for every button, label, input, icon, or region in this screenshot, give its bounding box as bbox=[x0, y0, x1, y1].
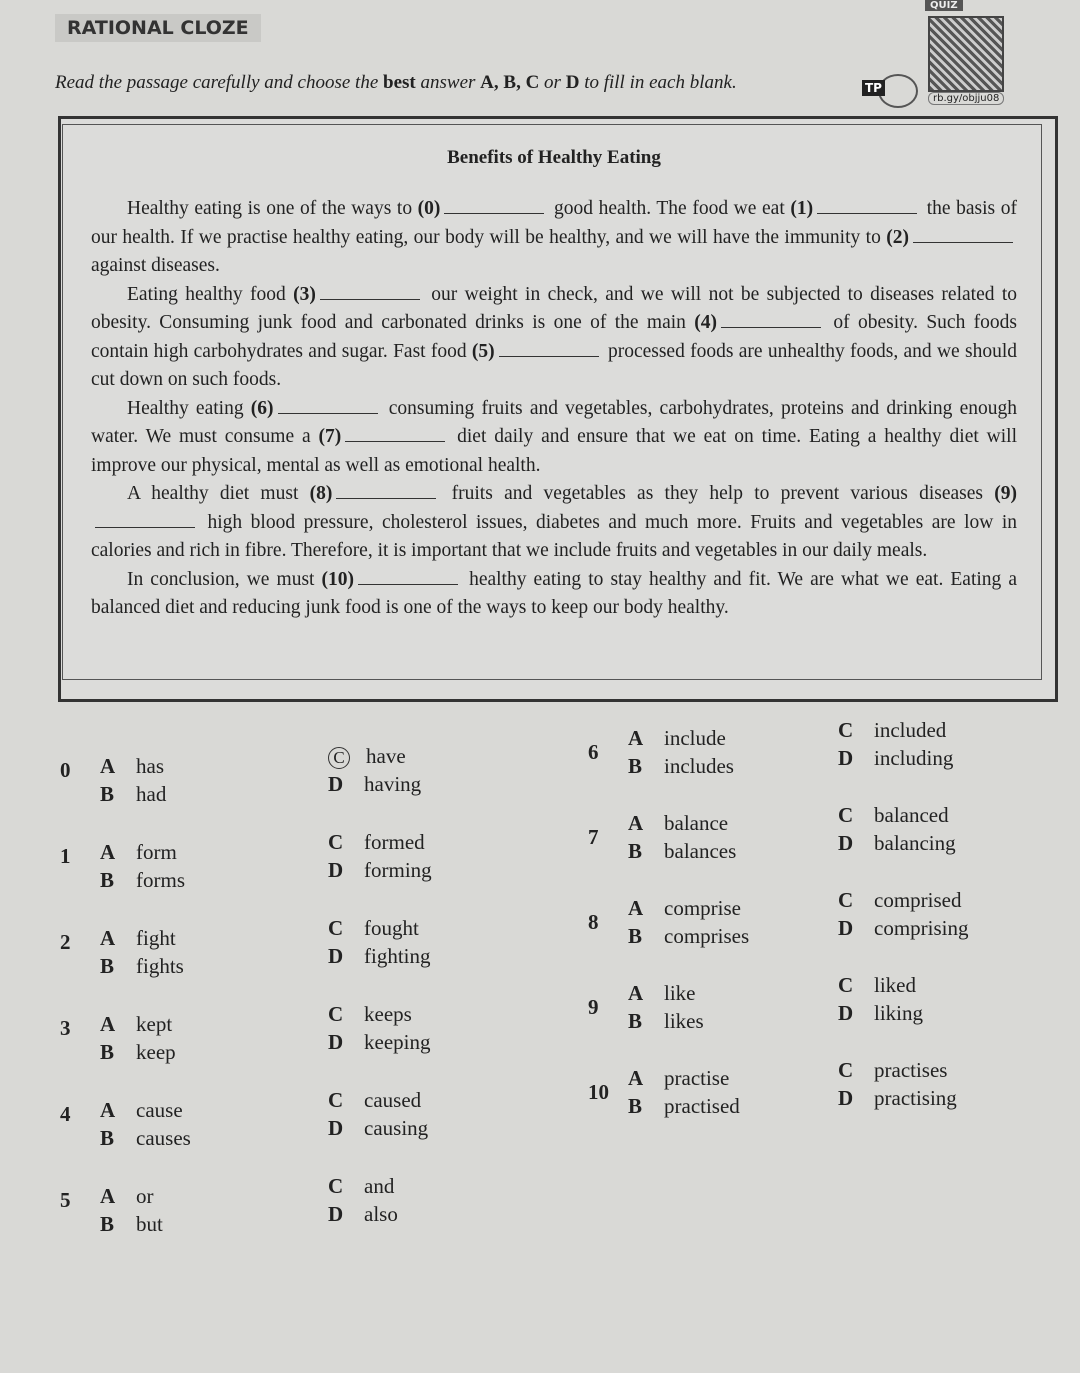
option-a[interactable] bbox=[628, 811, 728, 836]
blank-number: (4) bbox=[694, 312, 718, 333]
option-letter: D bbox=[328, 772, 344, 796]
answer-blank[interactable] bbox=[358, 570, 458, 585]
option-letter: C bbox=[328, 1088, 344, 1112]
option-letter: D bbox=[838, 746, 854, 770]
option-letter: B bbox=[628, 924, 643, 948]
passage-text: the basis of our health. If we practise healthy eating, our body will be healthy, and we will have the immunity to bbox=[91, 198, 1017, 248]
option-d[interactable] bbox=[328, 772, 421, 797]
blank-number: (8) bbox=[309, 483, 333, 504]
option-text: balances bbox=[664, 839, 737, 863]
blank-number: (6) bbox=[250, 397, 274, 419]
question-number: 7 bbox=[588, 825, 599, 849]
passage-text: high blood pressure, cholesterol issues, diabetes and much more. Fruits and vegetables are low in calories and rich in fibre. Therefore, it is important that we include fruits and vegetables in our daily meals. bbox=[91, 511, 1017, 561]
option-d[interactable] bbox=[838, 1001, 923, 1026]
option-letter: A bbox=[628, 726, 644, 750]
option-a[interactable] bbox=[100, 840, 177, 865]
option-letter: B bbox=[100, 1212, 115, 1236]
option-text: comprising bbox=[874, 916, 969, 940]
option-b[interactable] bbox=[100, 868, 185, 893]
option-letter: B bbox=[628, 839, 643, 863]
option-a[interactable] bbox=[100, 1098, 183, 1123]
answer-blank[interactable] bbox=[95, 513, 195, 528]
passage bbox=[62, 124, 1042, 680]
option-letter: A bbox=[100, 1098, 116, 1122]
passage-paragraph bbox=[91, 480, 1017, 566]
option-letter: C bbox=[838, 718, 854, 742]
option-text: has bbox=[136, 754, 164, 778]
passage-text: diet daily and ensure that we eat on time. Eating a healthy diet will improve our physical, mental as well as emotional health. bbox=[91, 426, 1017, 476]
passage-paragraph bbox=[91, 195, 1017, 281]
answer-blank[interactable] bbox=[721, 313, 821, 328]
option-text: balanced bbox=[874, 803, 949, 827]
option-d[interactable] bbox=[328, 1202, 398, 1227]
option-letter: D bbox=[328, 944, 344, 968]
passage-paragraph bbox=[91, 395, 1017, 481]
option-letter: A bbox=[628, 981, 644, 1005]
instruction: Read the passage carefully and choose the best answer A, B, C or D to fill in each blank. bbox=[55, 72, 737, 93]
option-letter: D bbox=[838, 916, 854, 940]
passage-paragraph bbox=[91, 281, 1017, 395]
question-number: 5 bbox=[60, 1188, 71, 1212]
option-letter: D bbox=[328, 1116, 344, 1140]
option-a[interactable] bbox=[100, 1012, 172, 1037]
passage-text: of obesity. Such foods contain high carbohydrates and sugar. Fast food bbox=[91, 312, 1018, 362]
question-number: 3 bbox=[60, 1016, 71, 1040]
option-letter: A bbox=[100, 754, 116, 778]
option-c[interactable] bbox=[328, 1174, 394, 1199]
question-number: 8 bbox=[588, 910, 599, 934]
option-d[interactable] bbox=[328, 858, 432, 883]
option-d[interactable] bbox=[328, 944, 431, 969]
option-text: formed bbox=[364, 830, 425, 854]
option-letter: A bbox=[628, 1066, 644, 1090]
question-number: 9 bbox=[588, 995, 599, 1019]
passage-text: consuming fruits and vegetables, carbohydrates, proteins and drinking enough water. We must consume a bbox=[91, 397, 1018, 447]
option-letter: D bbox=[328, 1030, 344, 1054]
option-a[interactable] bbox=[100, 926, 176, 951]
option-letter: C bbox=[328, 1002, 344, 1026]
option-letter: C bbox=[838, 973, 854, 997]
option-b[interactable] bbox=[628, 1094, 740, 1119]
blank-number: (9) bbox=[994, 483, 1017, 504]
option-letter: D bbox=[328, 1202, 344, 1226]
option-letter: A bbox=[628, 811, 644, 835]
option-a[interactable] bbox=[628, 1066, 729, 1091]
option-b[interactable] bbox=[100, 954, 184, 979]
option-b[interactable] bbox=[628, 1009, 704, 1034]
qr-code-icon bbox=[928, 16, 1004, 92]
question-number: 2 bbox=[60, 930, 71, 954]
blank-number: (2) bbox=[886, 226, 909, 248]
option-text: balancing bbox=[874, 831, 956, 855]
option-d[interactable] bbox=[838, 1086, 957, 1111]
option-text: practising bbox=[874, 1086, 957, 1110]
option-text: balance bbox=[664, 811, 729, 835]
quiz-badge: QUIZ bbox=[925, 0, 963, 11]
option-letter: B bbox=[628, 754, 643, 778]
option-text: practise bbox=[664, 1066, 730, 1090]
option-b[interactable] bbox=[628, 924, 749, 949]
option-a[interactable] bbox=[628, 726, 726, 751]
question-number: 6 bbox=[588, 740, 599, 764]
option-letter: A bbox=[100, 926, 116, 950]
option-text: forms bbox=[136, 868, 185, 892]
option-letter: B bbox=[100, 868, 115, 892]
option-text: keeping bbox=[364, 1030, 431, 1054]
passage-text: healthy eating to stay healthy and fit. We are what we eat. Eating a balanced diet and reducing junk food is one of the ways to keep our body healthy. bbox=[91, 568, 1017, 618]
blank-number: (5) bbox=[471, 340, 495, 362]
blank-number: (3) bbox=[293, 283, 316, 305]
option-c[interactable] bbox=[328, 1002, 412, 1027]
option-text: practised bbox=[664, 1094, 740, 1118]
answer-blank[interactable] bbox=[345, 427, 445, 442]
answer-blank[interactable] bbox=[817, 199, 917, 214]
option-letter: C bbox=[328, 916, 344, 940]
blank-number: (1) bbox=[790, 198, 814, 219]
option-text: liked bbox=[874, 973, 916, 997]
question-number: 10 bbox=[588, 1080, 609, 1104]
option-letter: C bbox=[328, 830, 344, 854]
question-number: 4 bbox=[60, 1102, 71, 1126]
option-c[interactable] bbox=[838, 973, 916, 998]
option-text: fought bbox=[364, 916, 419, 940]
option-text: fights bbox=[136, 954, 184, 978]
option-text: like bbox=[664, 981, 696, 1005]
option-d[interactable] bbox=[328, 1116, 428, 1141]
option-letter: B bbox=[628, 1094, 643, 1118]
option-text: or bbox=[136, 1184, 154, 1208]
passage-text: Eating healthy food bbox=[127, 283, 294, 305]
passage-text: Healthy eating is one of the ways to bbox=[127, 198, 418, 219]
answer-blank[interactable] bbox=[499, 342, 599, 357]
option-text: including bbox=[874, 746, 954, 770]
passage-text: good health. The food we eat bbox=[548, 198, 791, 219]
option-letter: C bbox=[838, 888, 854, 912]
option-letter: D bbox=[838, 1086, 854, 1110]
option-letter: C bbox=[838, 1058, 854, 1082]
blank-number: (0) bbox=[417, 198, 441, 219]
option-b[interactable] bbox=[628, 754, 734, 779]
option-text: includes bbox=[664, 754, 734, 778]
option-c[interactable] bbox=[838, 1058, 947, 1083]
option-text: form bbox=[136, 840, 177, 864]
option-text: also bbox=[364, 1202, 398, 1226]
option-c[interactable] bbox=[328, 1088, 421, 1113]
tp-badge: TP bbox=[862, 80, 885, 96]
option-c[interactable] bbox=[838, 888, 961, 913]
answer-blank[interactable] bbox=[913, 228, 1013, 243]
answer-blank[interactable] bbox=[444, 199, 544, 214]
option-text: keep bbox=[136, 1040, 176, 1064]
option-text: and bbox=[364, 1174, 395, 1198]
passage-text: against diseases. bbox=[91, 255, 220, 276]
option-c[interactable] bbox=[838, 803, 949, 828]
option-c[interactable] bbox=[328, 916, 419, 941]
passage-text: A healthy diet must bbox=[127, 483, 310, 504]
question-number: 0 bbox=[60, 758, 71, 782]
option-letter: B bbox=[628, 1009, 643, 1033]
option-a[interactable] bbox=[100, 754, 164, 779]
option-letter: B bbox=[100, 1126, 115, 1150]
option-d[interactable] bbox=[328, 1030, 430, 1055]
option-letter: D bbox=[328, 858, 344, 882]
option-c[interactable] bbox=[838, 718, 946, 743]
option-a[interactable] bbox=[628, 981, 696, 1006]
option-text: fighting bbox=[364, 944, 431, 968]
option-b[interactable] bbox=[100, 1126, 191, 1151]
passage-text: processed foods are unhealthy foods, and we should cut down on such foods. bbox=[91, 340, 1017, 390]
option-text: practises bbox=[874, 1058, 948, 1082]
option-text: kept bbox=[136, 1012, 173, 1036]
option-letter: C bbox=[328, 1174, 344, 1198]
qr-link: rb.gy/objju08 bbox=[928, 92, 1004, 105]
question-number: 1 bbox=[60, 844, 71, 868]
option-letter: D bbox=[838, 831, 854, 855]
blank-number: (10) bbox=[321, 568, 355, 590]
option-text: liking bbox=[874, 1001, 924, 1025]
option-text: forming bbox=[364, 858, 432, 882]
answer-blank[interactable] bbox=[320, 285, 420, 300]
passage-text: In conclusion, we must bbox=[127, 568, 322, 590]
option-d[interactable] bbox=[838, 746, 953, 771]
option-letter: B bbox=[100, 782, 115, 806]
option-letter: C bbox=[838, 803, 854, 827]
passage-text: our weight in check, and we will not be subjected to diseases related to obesity. Consuming junk food and carbonated drinks is one of the main bbox=[91, 283, 1018, 333]
option-b[interactable] bbox=[100, 1040, 176, 1065]
option-letter: A bbox=[100, 1184, 116, 1208]
option-text: comprise bbox=[664, 896, 741, 920]
option-text: having bbox=[364, 772, 422, 796]
circled-answer-letter: C bbox=[328, 747, 350, 769]
option-letter: A bbox=[100, 840, 116, 864]
option-text: have bbox=[366, 744, 406, 768]
option-text: had bbox=[136, 782, 167, 806]
option-text: caused bbox=[364, 1088, 422, 1112]
option-b[interactable] bbox=[100, 1212, 163, 1237]
passage-title: Benefits of Healthy Eating bbox=[447, 147, 661, 168]
option-b[interactable] bbox=[100, 782, 166, 807]
option-b[interactable] bbox=[628, 839, 736, 864]
answer-blank[interactable] bbox=[336, 484, 436, 499]
option-a[interactable] bbox=[100, 1184, 154, 1209]
option-letter: B bbox=[100, 1040, 115, 1064]
option-text: cause bbox=[136, 1098, 183, 1122]
option-text: comprised bbox=[874, 888, 962, 912]
option-c[interactable] bbox=[328, 744, 406, 769]
option-text: keeps bbox=[364, 1002, 412, 1026]
option-text: fight bbox=[136, 926, 176, 950]
option-text: likes bbox=[664, 1009, 704, 1033]
option-text: causes bbox=[136, 1126, 191, 1150]
option-letter: D bbox=[838, 1001, 854, 1025]
passage-text: Healthy eating bbox=[127, 397, 251, 419]
option-text: causing bbox=[364, 1116, 429, 1140]
passage-text: fruits and vegetables as they help to prevent various diseases bbox=[440, 483, 995, 504]
option-text: comprises bbox=[664, 924, 750, 948]
option-a[interactable] bbox=[628, 896, 741, 921]
passage-paragraph bbox=[91, 566, 1017, 623]
option-d[interactable] bbox=[838, 831, 956, 856]
option-d[interactable] bbox=[838, 916, 969, 941]
option-text: included bbox=[874, 718, 947, 742]
answer-blank[interactable] bbox=[278, 399, 378, 414]
option-letter: A bbox=[100, 1012, 116, 1036]
section-header: RATIONAL CLOZE bbox=[55, 14, 261, 42]
blank-number: (7) bbox=[318, 426, 342, 447]
option-text: but bbox=[136, 1212, 163, 1236]
option-text: include bbox=[664, 726, 726, 750]
option-letter: B bbox=[100, 954, 115, 978]
option-c[interactable] bbox=[328, 830, 425, 855]
option-letter: A bbox=[628, 896, 644, 920]
